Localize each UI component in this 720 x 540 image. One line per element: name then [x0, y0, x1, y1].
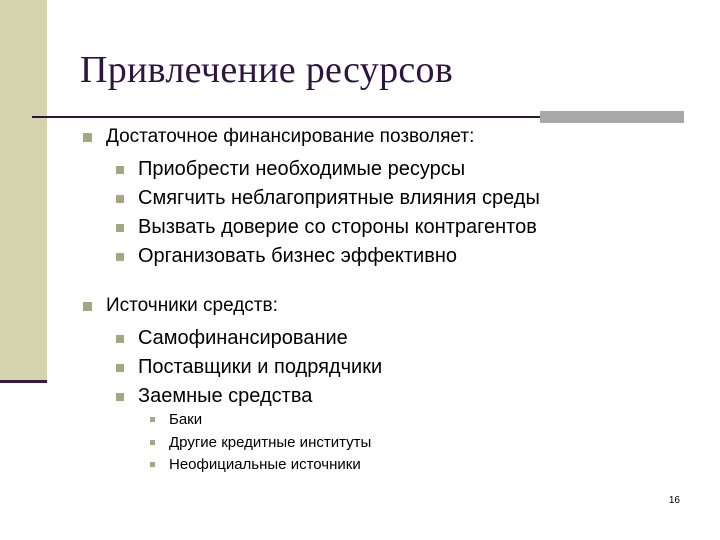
list-item: Вызвать доверие со стороны контрагентов [116, 216, 537, 239]
bullet-square-icon [116, 253, 124, 261]
bullet-square-icon [116, 364, 124, 372]
slide-title: Привлечение ресурсов [80, 49, 454, 91]
list-item: Заемные средства [116, 385, 312, 408]
page-number: 16 [668, 495, 680, 506]
sub-list-item: Неофициальные источники [150, 456, 361, 473]
bullet-square-icon [116, 195, 124, 203]
section-2-heading: Источники средств: [83, 295, 278, 317]
list-item: Поставщики и подрядчики [116, 356, 382, 379]
title-underline [32, 116, 540, 118]
bullet-square-icon [150, 417, 155, 422]
bullet-square-icon [150, 462, 155, 467]
sub-list-item: Другие кредитные институты [150, 434, 371, 451]
bullet-square-icon [83, 133, 92, 142]
bullet-square-icon [116, 335, 124, 343]
bullet-square-icon [150, 440, 155, 445]
decorative-left-band [0, 0, 47, 383]
bullet-square-icon [116, 224, 124, 232]
sub-list-item: Баки [150, 411, 202, 428]
bullet-square-icon [116, 393, 124, 401]
list-item: Приобрести необходимые ресурсы [116, 158, 465, 181]
bullet-square-icon [83, 302, 92, 311]
list-item: Самофинансирование [116, 327, 348, 350]
title-accent-bar [540, 111, 684, 123]
list-item: Смягчить неблагоприятные влияния среды [116, 187, 540, 210]
section-1-heading: Достаточное финансирование позволяет: [83, 126, 474, 148]
left-band-rule [0, 380, 47, 383]
list-item: Организовать бизнес эффективно [116, 245, 457, 268]
bullet-square-icon [116, 166, 124, 174]
